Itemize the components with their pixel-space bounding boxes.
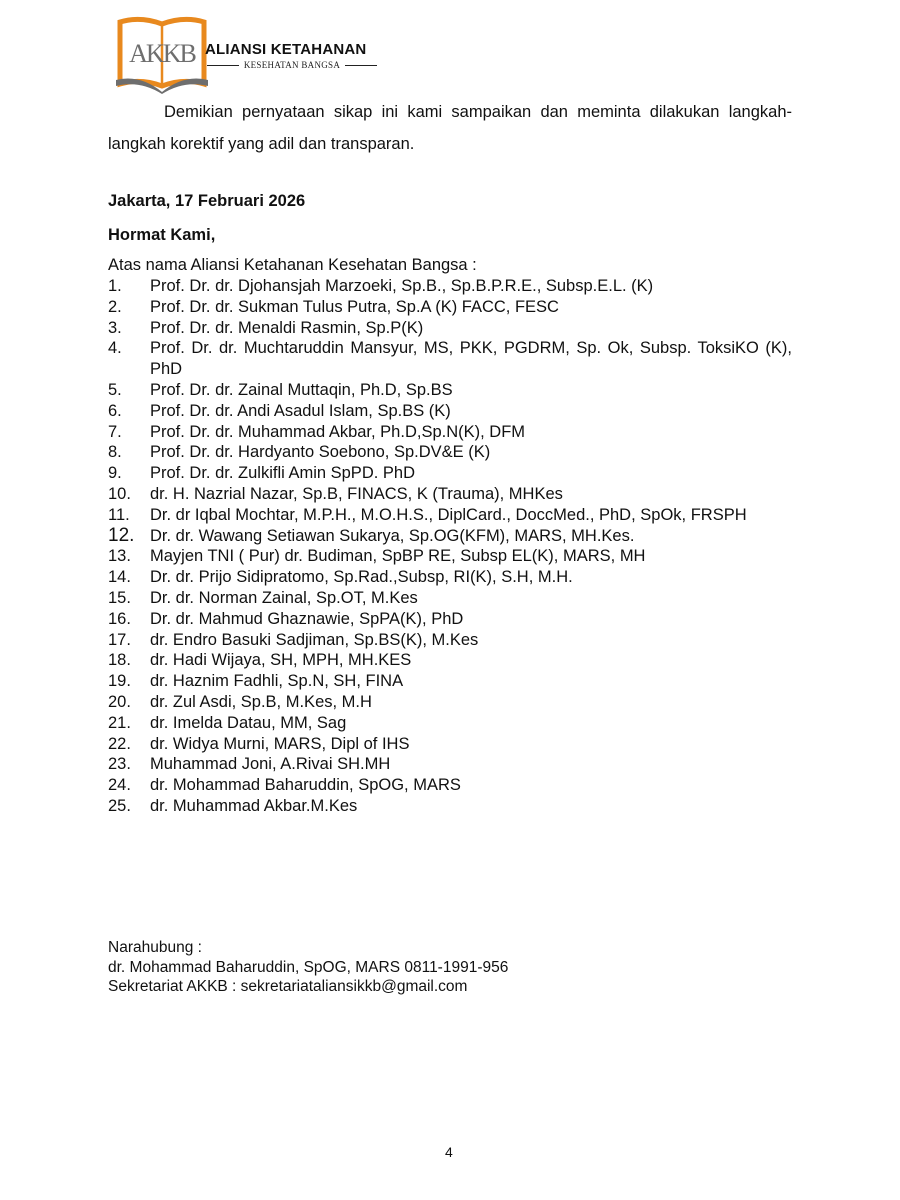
signatory-number: 2.: [108, 297, 122, 316]
signatory-number: 17.: [108, 630, 131, 649]
signatory-number: 10.: [108, 484, 131, 503]
page-number: 4: [445, 1144, 453, 1160]
signatory-name: Prof. Dr. dr. Sukman Tulus Putra, Sp.A (K) FACC, FESC: [150, 297, 559, 316]
signatory-item: [108, 401, 792, 422]
signatory-name: dr. Imelda Datau, MM, Sag: [150, 713, 347, 732]
signatory-number: 5.: [108, 380, 122, 399]
signatory-item: [108, 630, 792, 651]
signatory-item: [108, 609, 792, 630]
logo-monogram: AKKB: [129, 39, 195, 68]
signatory-item: [108, 422, 792, 443]
signatory-number: 19.: [108, 672, 131, 691]
closing-paragraph: Demikian pernyataan sikap ini kami sampaikan dan meminta dilakukan langkah-langkah korektif yang adil dan transparan.: [108, 103, 792, 153]
signatory-number: 18.: [108, 651, 131, 670]
signatory-item: [108, 442, 792, 463]
signatory-name: Prof. Dr. dr. Muhammad Akbar, Ph.D,Sp.N(K), DFM: [150, 422, 526, 441]
signatory-item: [108, 734, 792, 755]
signatory-item: [108, 338, 792, 380]
signatory-name: Muhammad Joni, A.Rivai SH.MH: [150, 755, 391, 774]
signatory-item: [108, 276, 792, 297]
signatory-name: Prof. Dr. dr. Hardyanto Soebono, Sp.DV&E (K): [150, 443, 491, 462]
signatory-name: Prof. Dr. dr. Djohansjah Marzoeki, Sp.B., Sp.B.P.R.E., Subsp.E.L. (K): [150, 277, 654, 295]
signatory-number: 3.: [108, 318, 122, 337]
signatory-name: dr. Hadi Wijaya, SH, MPH, MH.KES: [150, 651, 412, 670]
signatory-name: Dr. dr. Wawang Setiawan Sukarya, Sp.OG(KFM), MARS, MH.Kes.: [150, 526, 635, 545]
signatory-name: Dr. dr Iqbal Mochtar, M.P.H., M.O.H.S., DiplCard., DoccMed., PhD, SpOk, FRSPH: [150, 505, 747, 524]
signatory-number: 16.: [108, 609, 131, 628]
signatory-number: 24.: [108, 776, 131, 795]
signatory-number: 15.: [108, 588, 131, 607]
brand-name: ALIANSI KETAHANAN: [205, 41, 367, 58]
signatory-number: 6.: [108, 401, 122, 420]
signatory-list: [108, 276, 792, 817]
signatory-name: Prof. Dr. dr. Menaldi Rasmin, Sp.P(K): [150, 318, 424, 337]
signatory-item: [108, 297, 792, 318]
signatory-item: [108, 692, 792, 713]
brand-subtitle-text: KESEHATAN BANGSA: [243, 60, 341, 70]
contact-label: Narahubung :: [108, 939, 202, 956]
signatory-name: Mayjen TNI ( Pur) dr. Budiman, SpBP RE, Subsp EL(K), MARS, MH: [150, 547, 646, 566]
signatory-item: [108, 567, 792, 588]
signatory-name: Dr. dr. Norman Zainal, Sp.OT, M.Kes: [150, 588, 418, 607]
signatory-item: [108, 546, 792, 567]
signatory-item: [108, 318, 792, 339]
signatory-number: 14.: [108, 568, 131, 587]
signatory-name: Dr. dr. Mahmud Ghaznawie, SpPA(K), PhD: [150, 609, 464, 628]
signatory-name: Prof. Dr. dr. Zulkifli Amin SpPD. PhD: [150, 464, 415, 483]
signatory-name: dr. Haznim Fadhli, Sp.N, SH, FINA: [150, 672, 404, 691]
place-date: Jakarta, 17 Februari 2026: [108, 192, 306, 210]
signatory-name: Prof. Dr. dr. Zainal Muttaqin, Ph.D, Sp.BS: [150, 380, 453, 399]
signatory-item: [108, 754, 792, 775]
signatory-number: 22.: [108, 734, 131, 753]
signatory-item: [108, 650, 792, 671]
signatory-name: dr. Endro Basuki Sadjiman, Sp.BS(K), M.Kes: [150, 630, 479, 649]
signatory-item: [108, 505, 792, 526]
contact-block: [108, 938, 508, 997]
signatory-item: [108, 526, 792, 547]
signatory-number: 12.: [108, 524, 135, 546]
signatory-item: [108, 463, 792, 484]
brand-subtitle: [207, 60, 377, 70]
signatory-item: [108, 588, 792, 609]
signatory-name: Dr. dr. Prijo Sidipratomo, Sp.Rad.,Subsp, RI(K), S.H, M.H.: [150, 568, 573, 587]
signatory-name: Prof. Dr. dr. Andi Asadul Islam, Sp.BS (K): [150, 401, 451, 420]
signatory-number: 11.: [108, 505, 130, 524]
signatory-item: [108, 380, 792, 401]
signatories-intro: Atas nama Aliansi Ketahanan Kesehatan Bangsa :: [108, 256, 477, 274]
signatory-name: dr. Widya Murni, MARS, Dipl of IHS: [150, 734, 410, 753]
signatory-number: 8.: [108, 443, 122, 462]
signatory-item: [108, 484, 792, 505]
signatory-number: 23.: [108, 755, 131, 774]
signatory-name: dr. Mohammad Baharuddin, SpOG, MARS: [150, 776, 461, 795]
signatory-name: dr. Muhammad Akbar.M.Kes: [150, 796, 358, 815]
signatory-number: 25.: [108, 796, 131, 815]
signatory-item: [108, 713, 792, 734]
signatory-item: [108, 796, 792, 817]
signatory-number: 9.: [108, 464, 122, 483]
closing-salutation: Hormat Kami,: [108, 226, 216, 244]
signatory-name: dr. Zul Asdi, Sp.B, M.Kes, M.H: [150, 692, 372, 711]
signatory-number: 13.: [108, 547, 131, 566]
divider: [207, 65, 239, 66]
signatory-number: 4.: [108, 339, 122, 358]
signatory-item: [108, 775, 792, 796]
divider: [345, 65, 377, 66]
signatory-number: 1.: [108, 277, 122, 295]
signatory-number: 7.: [108, 422, 122, 441]
akkb-logo: [112, 14, 212, 94]
signatory-name: dr. H. Nazrial Nazar, Sp.B, FINACS, K (Trauma), MHKes: [150, 484, 563, 503]
signatory-number: 20.: [108, 692, 131, 711]
signatory-item: [108, 671, 792, 692]
contact-person: dr. Mohammad Baharuddin, SpOG, MARS 0811-1991-956: [108, 958, 509, 976]
signatory-number: 21.: [108, 713, 131, 732]
signatory-name: Prof. Dr. dr. Muchtaruddin Mansyur, MS, PKK, PGDRM, Sp. Ok, Subsp. ToksiKO (K), PhD: [150, 339, 792, 379]
contact-secretariat: Sekretariat AKKB : sekretariataliansikkb@gmail.com: [108, 978, 468, 995]
